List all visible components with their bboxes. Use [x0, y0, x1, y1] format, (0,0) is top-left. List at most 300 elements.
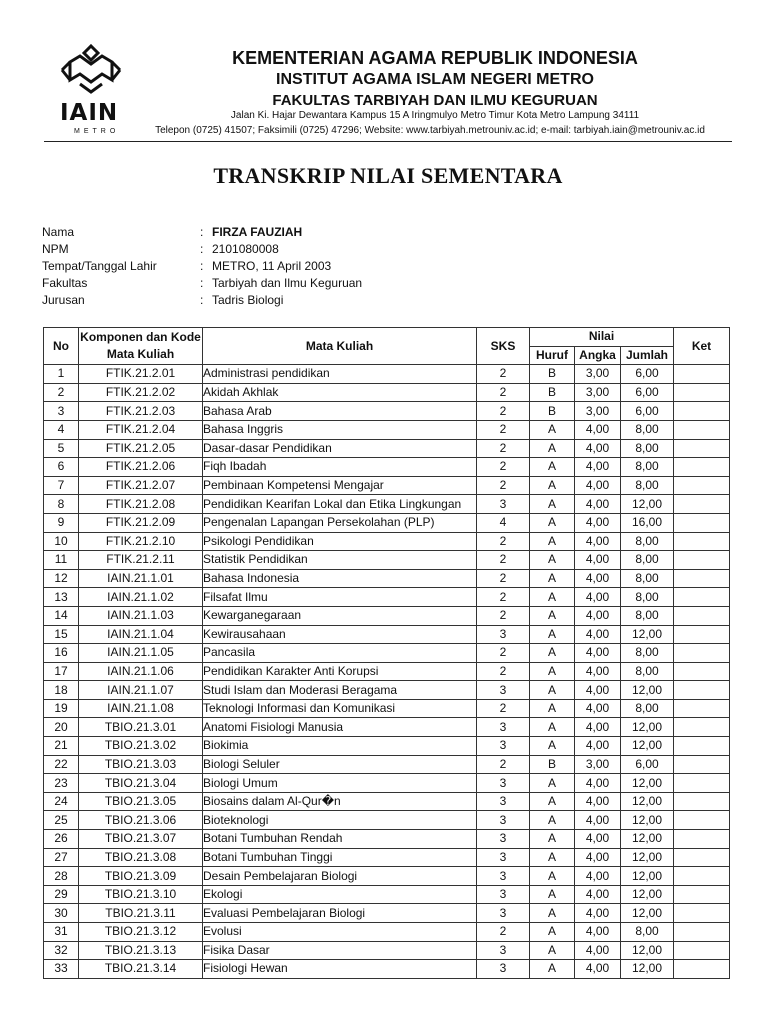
cell-angka: 4,00 — [575, 718, 621, 737]
cell-huruf: A — [530, 662, 575, 681]
institute-name: INSTITUT AGAMA ISLAM NEGERI METRO — [276, 71, 594, 88]
table-row — [44, 420, 730, 439]
cell-huruf: A — [530, 513, 575, 532]
cell-huruf: A — [530, 495, 575, 514]
cell-angka: 4,00 — [575, 923, 621, 942]
cell-jumlah: 8,00 — [621, 606, 674, 625]
cell-angka: 3,00 — [575, 365, 621, 384]
cell-angka: 4,00 — [575, 681, 621, 700]
cell-course-name: Statistik Pendidikan — [203, 551, 477, 570]
cell-no: 31 — [44, 923, 79, 942]
table-row — [44, 644, 730, 663]
cell-course-code: IAIN.21.1.05 — [79, 644, 203, 663]
header-course: Mata Kuliah — [203, 328, 477, 365]
cell-jumlah: 8,00 — [621, 476, 674, 495]
cell-angka: 4,00 — [575, 644, 621, 663]
cell-course-code: FTIK.21.2.04 — [79, 420, 203, 439]
cell-ket — [674, 439, 730, 458]
cell-course-name: Pendidikan Karakter Anti Korupsi — [203, 662, 477, 681]
cell-jumlah: 16,00 — [621, 513, 674, 532]
cell-no: 8 — [44, 495, 79, 514]
cell-ket — [674, 476, 730, 495]
cell-course-code: FTIK.21.2.08 — [79, 495, 203, 514]
cell-ket — [674, 495, 730, 514]
cell-ket — [674, 867, 730, 886]
header-no: No — [44, 328, 79, 365]
cell-angka: 4,00 — [575, 792, 621, 811]
cell-sks: 2 — [477, 458, 530, 477]
table-row — [44, 513, 730, 532]
cell-sks: 3 — [477, 848, 530, 867]
cell-jumlah: 8,00 — [621, 551, 674, 570]
cell-sks: 2 — [477, 606, 530, 625]
cell-no: 23 — [44, 774, 79, 793]
cell-huruf: A — [530, 699, 575, 718]
info-label: Nama — [42, 225, 75, 239]
logo-emblem-icon — [58, 44, 124, 100]
cell-huruf: A — [530, 867, 575, 886]
cell-course-name: Evolusi — [203, 923, 477, 942]
cell-huruf: B — [530, 402, 575, 421]
cell-course-code: IAIN.21.1.02 — [79, 588, 203, 607]
cell-sks: 2 — [477, 532, 530, 551]
cell-huruf: A — [530, 681, 575, 700]
info-row-faculty — [42, 275, 542, 292]
cell-angka: 4,00 — [575, 867, 621, 886]
cell-course-code: FTIK.21.2.05 — [79, 439, 203, 458]
cell-angka: 4,00 — [575, 774, 621, 793]
cell-no: 11 — [44, 551, 79, 570]
info-colon: : — [200, 276, 204, 290]
cell-sks: 2 — [477, 402, 530, 421]
cell-course-name: Akidah Akhlak — [203, 383, 477, 402]
cell-angka: 4,00 — [575, 569, 621, 588]
table-row — [44, 458, 730, 477]
cell-ket — [674, 681, 730, 700]
cell-course-name: Administrasi pendidikan — [203, 365, 477, 384]
cell-huruf: A — [530, 551, 575, 570]
cell-no: 25 — [44, 811, 79, 830]
cell-ket — [674, 458, 730, 477]
cell-angka: 4,00 — [575, 606, 621, 625]
cell-huruf: A — [530, 737, 575, 756]
cell-no: 14 — [44, 606, 79, 625]
info-label: Tempat/Tanggal Lahir — [42, 259, 157, 273]
cell-jumlah: 6,00 — [621, 383, 674, 402]
cell-jumlah: 12,00 — [621, 904, 674, 923]
cell-huruf: A — [530, 960, 575, 979]
cell-sks: 2 — [477, 699, 530, 718]
cell-no: 26 — [44, 830, 79, 849]
header-nilai: Nilai — [530, 328, 674, 347]
cell-angka: 4,00 — [575, 960, 621, 979]
cell-course-name: Evaluasi Pembelajaran Biologi — [203, 904, 477, 923]
cell-ket — [674, 644, 730, 663]
cell-course-code: IAIN.21.1.03 — [79, 606, 203, 625]
cell-ket — [674, 420, 730, 439]
cell-jumlah: 12,00 — [621, 718, 674, 737]
logo-subtext: METRO — [74, 128, 120, 135]
table-row — [44, 532, 730, 551]
cell-sks: 3 — [477, 718, 530, 737]
table-row — [44, 662, 730, 681]
cell-angka: 4,00 — [575, 699, 621, 718]
cell-jumlah: 8,00 — [621, 569, 674, 588]
cell-jumlah: 12,00 — [621, 774, 674, 793]
cell-angka: 4,00 — [575, 476, 621, 495]
cell-course-name: Botani Tumbuhan Rendah — [203, 830, 477, 849]
cell-jumlah: 8,00 — [621, 458, 674, 477]
cell-sks: 3 — [477, 625, 530, 644]
info-row-birth — [42, 258, 542, 275]
cell-jumlah: 12,00 — [621, 885, 674, 904]
header-huruf: Huruf — [530, 346, 575, 365]
cell-huruf: A — [530, 848, 575, 867]
cell-ket — [674, 941, 730, 960]
cell-angka: 4,00 — [575, 848, 621, 867]
cell-course-name: Pancasila — [203, 644, 477, 663]
table-row — [44, 718, 730, 737]
info-value: FIRZA FAUZIAH — [212, 225, 303, 239]
table-row — [44, 476, 730, 495]
cell-course-code: IAIN.21.1.01 — [79, 569, 203, 588]
cell-sks: 3 — [477, 774, 530, 793]
cell-angka: 4,00 — [575, 941, 621, 960]
table-row — [44, 439, 730, 458]
cell-jumlah: 12,00 — [621, 737, 674, 756]
cell-sks: 2 — [477, 383, 530, 402]
cell-angka: 4,00 — [575, 737, 621, 756]
logo-text: IAIN — [60, 100, 119, 126]
cell-course-name: Pembinaan Kompetensi Mengajar — [203, 476, 477, 495]
cell-angka: 4,00 — [575, 532, 621, 551]
cell-huruf: B — [530, 365, 575, 384]
info-colon: : — [200, 259, 204, 273]
cell-ket — [674, 662, 730, 681]
cell-ket — [674, 960, 730, 979]
info-label: Jurusan — [42, 293, 85, 307]
cell-ket — [674, 365, 730, 384]
table-row — [44, 737, 730, 756]
cell-course-code: IAIN.21.1.07 — [79, 681, 203, 700]
cell-sks: 3 — [477, 811, 530, 830]
header-jumlah: Jumlah — [621, 346, 674, 365]
cell-jumlah: 6,00 — [621, 402, 674, 421]
cell-huruf: A — [530, 774, 575, 793]
cell-no: 16 — [44, 644, 79, 663]
cell-jumlah: 12,00 — [621, 848, 674, 867]
cell-course-code: FTIK.21.2.06 — [79, 458, 203, 477]
cell-course-name: Kewirausahaan — [203, 625, 477, 644]
cell-sks: 3 — [477, 941, 530, 960]
cell-jumlah: 8,00 — [621, 420, 674, 439]
cell-course-name: Pengenalan Lapangan Persekolahan (PLP) — [203, 513, 477, 532]
cell-angka: 4,00 — [575, 458, 621, 477]
cell-sks: 2 — [477, 569, 530, 588]
cell-ket — [674, 402, 730, 421]
cell-huruf: A — [530, 569, 575, 588]
table-row — [44, 699, 730, 718]
info-row-department — [42, 292, 542, 309]
table-row — [44, 941, 730, 960]
cell-angka: 4,00 — [575, 513, 621, 532]
cell-course-code: TBIO.21.3.02 — [79, 737, 203, 756]
cell-sks: 3 — [477, 867, 530, 886]
info-colon: : — [200, 293, 204, 307]
cell-sks: 2 — [477, 439, 530, 458]
document-title: TRANSKRIP NILAI SEMENTARA — [213, 163, 563, 188]
cell-jumlah: 12,00 — [621, 495, 674, 514]
cell-sks: 2 — [477, 644, 530, 663]
cell-no: 30 — [44, 904, 79, 923]
cell-huruf: A — [530, 588, 575, 607]
cell-course-code: TBIO.21.3.10 — [79, 885, 203, 904]
cell-huruf: A — [530, 941, 575, 960]
cell-ket — [674, 848, 730, 867]
cell-huruf: A — [530, 532, 575, 551]
cell-jumlah: 8,00 — [621, 588, 674, 607]
cell-sks: 3 — [477, 960, 530, 979]
cell-course-name: Fisika Dasar — [203, 941, 477, 960]
cell-course-name: Bioteknologi — [203, 811, 477, 830]
cell-no: 2 — [44, 383, 79, 402]
header-code-line1: Komponen dan Kode — [80, 330, 201, 345]
table-row — [44, 681, 730, 700]
cell-sks: 2 — [477, 476, 530, 495]
cell-no: 3 — [44, 402, 79, 421]
table-row — [44, 569, 730, 588]
cell-course-code: FTIK.21.2.07 — [79, 476, 203, 495]
cell-huruf: A — [530, 420, 575, 439]
cell-jumlah: 8,00 — [621, 644, 674, 663]
cell-sks: 2 — [477, 662, 530, 681]
table-row — [44, 867, 730, 886]
cell-angka: 3,00 — [575, 402, 621, 421]
cell-no: 19 — [44, 699, 79, 718]
cell-angka: 4,00 — [575, 625, 621, 644]
cell-sks: 2 — [477, 420, 530, 439]
cell-course-name: Bahasa Arab — [203, 402, 477, 421]
cell-no: 15 — [44, 625, 79, 644]
ministry-name: KEMENTERIAN AGAMA REPUBLIK INDONESIA — [232, 48, 638, 68]
table-row — [44, 792, 730, 811]
table-row — [44, 402, 730, 421]
cell-no: 32 — [44, 941, 79, 960]
cell-jumlah: 6,00 — [621, 365, 674, 384]
cell-course-code: TBIO.21.3.08 — [79, 848, 203, 867]
cell-jumlah: 8,00 — [621, 662, 674, 681]
info-row-name — [42, 224, 542, 241]
cell-course-code: TBIO.21.3.13 — [79, 941, 203, 960]
cell-no: 7 — [44, 476, 79, 495]
info-value: 2101080008 — [212, 242, 279, 256]
cell-sks: 2 — [477, 551, 530, 570]
cell-angka: 4,00 — [575, 495, 621, 514]
grades-table — [43, 327, 730, 979]
cell-ket — [674, 625, 730, 644]
cell-angka: 4,00 — [575, 588, 621, 607]
cell-jumlah: 12,00 — [621, 960, 674, 979]
cell-angka: 4,00 — [575, 662, 621, 681]
cell-jumlah: 12,00 — [621, 830, 674, 849]
cell-sks: 2 — [477, 588, 530, 607]
cell-sks: 3 — [477, 885, 530, 904]
header-sks: SKS — [477, 328, 530, 365]
cell-huruf: B — [530, 383, 575, 402]
info-value: Tadris Biologi — [212, 293, 284, 307]
cell-sks: 3 — [477, 792, 530, 811]
cell-angka: 4,00 — [575, 885, 621, 904]
faculty-name: FAKULTAS TARBIYAH DAN ILMU KEGURUAN — [272, 92, 598, 109]
cell-no: 13 — [44, 588, 79, 607]
table-row — [44, 960, 730, 979]
cell-ket — [674, 737, 730, 756]
cell-course-name: Desain Pembelajaran Biologi — [203, 867, 477, 886]
institute-contact: Telepon (0725) 41507; Faksimili (0725) 47296; Website: www.tarbiyah.metrouniv.ac.id; e-mail: tarbiyah.iain@metrouniv.ac.id — [155, 125, 705, 136]
table-row — [44, 774, 730, 793]
header-code-line2: Mata Kuliah — [106, 347, 175, 362]
cell-sks: 3 — [477, 495, 530, 514]
table-row — [44, 811, 730, 830]
cell-course-code: FTIK.21.2.03 — [79, 402, 203, 421]
cell-ket — [674, 532, 730, 551]
cell-ket — [674, 383, 730, 402]
cell-course-code: TBIO.21.3.03 — [79, 755, 203, 774]
cell-course-code: IAIN.21.1.06 — [79, 662, 203, 681]
cell-course-code: FTIK.21.2.09 — [79, 513, 203, 532]
cell-course-code: TBIO.21.3.09 — [79, 867, 203, 886]
cell-course-name: Bahasa Indonesia — [203, 569, 477, 588]
table-row — [44, 904, 730, 923]
cell-angka: 4,00 — [575, 904, 621, 923]
student-info — [42, 224, 542, 309]
cell-huruf: A — [530, 606, 575, 625]
cell-no: 33 — [44, 960, 79, 979]
header-angka: Angka — [575, 346, 621, 365]
cell-no: 12 — [44, 569, 79, 588]
cell-course-code: TBIO.21.3.14 — [79, 960, 203, 979]
cell-huruf: A — [530, 885, 575, 904]
cell-ket — [674, 569, 730, 588]
cell-jumlah: 12,00 — [621, 792, 674, 811]
cell-ket — [674, 904, 730, 923]
cell-no: 10 — [44, 532, 79, 551]
cell-jumlah: 12,00 — [621, 867, 674, 886]
table-row — [44, 606, 730, 625]
cell-jumlah: 12,00 — [621, 941, 674, 960]
cell-no: 18 — [44, 681, 79, 700]
cell-huruf: A — [530, 830, 575, 849]
cell-course-code: FTIK.21.2.02 — [79, 383, 203, 402]
cell-huruf: A — [530, 792, 575, 811]
cell-ket — [674, 755, 730, 774]
cell-course-name: Biokimia — [203, 737, 477, 756]
cell-course-name: Bahasa Inggris — [203, 420, 477, 439]
table-row — [44, 923, 730, 942]
cell-no: 9 — [44, 513, 79, 532]
cell-ket — [674, 551, 730, 570]
letterhead-divider — [44, 141, 732, 142]
cell-huruf: A — [530, 811, 575, 830]
cell-sks: 3 — [477, 681, 530, 700]
cell-huruf: A — [530, 644, 575, 663]
table-row — [44, 588, 730, 607]
grades-table-body — [44, 365, 730, 979]
header-course-code — [79, 328, 203, 365]
cell-sks: 2 — [477, 923, 530, 942]
cell-ket — [674, 830, 730, 849]
cell-jumlah: 12,00 — [621, 681, 674, 700]
cell-sks: 3 — [477, 830, 530, 849]
info-row-npm — [42, 241, 542, 258]
cell-course-name: Teknologi Informasi dan Komunikasi — [203, 699, 477, 718]
table-row — [44, 551, 730, 570]
cell-ket — [674, 792, 730, 811]
cell-ket — [674, 811, 730, 830]
cell-huruf: B — [530, 755, 575, 774]
letterhead — [0, 0, 768, 150]
table-row — [44, 885, 730, 904]
cell-no: 5 — [44, 439, 79, 458]
cell-ket — [674, 885, 730, 904]
cell-course-code: TBIO.21.3.11 — [79, 904, 203, 923]
info-label: Fakultas — [42, 276, 88, 290]
cell-jumlah: 12,00 — [621, 811, 674, 830]
cell-sks: 3 — [477, 904, 530, 923]
cell-jumlah: 8,00 — [621, 439, 674, 458]
info-value: METRO, 11 April 2003 — [212, 259, 332, 273]
info-colon: : — [200, 242, 204, 256]
cell-no: 1 — [44, 365, 79, 384]
cell-no: 22 — [44, 755, 79, 774]
cell-course-code: TBIO.21.3.07 — [79, 830, 203, 849]
cell-ket — [674, 718, 730, 737]
cell-course-name: Botani Tumbuhan Tinggi — [203, 848, 477, 867]
cell-no: 4 — [44, 420, 79, 439]
cell-ket — [674, 923, 730, 942]
table-row — [44, 383, 730, 402]
table-row — [44, 365, 730, 384]
cell-angka: 3,00 — [575, 755, 621, 774]
cell-jumlah: 12,00 — [621, 625, 674, 644]
cell-ket — [674, 513, 730, 532]
cell-course-name: Biologi Seluler — [203, 755, 477, 774]
cell-no: 21 — [44, 737, 79, 756]
table-row — [44, 495, 730, 514]
cell-jumlah: 8,00 — [621, 699, 674, 718]
table-row — [44, 848, 730, 867]
cell-angka: 4,00 — [575, 420, 621, 439]
cell-course-name: Kewarganegaraan — [203, 606, 477, 625]
cell-sks: 3 — [477, 737, 530, 756]
cell-course-code: TBIO.21.3.05 — [79, 792, 203, 811]
cell-no: 20 — [44, 718, 79, 737]
cell-course-name: Studi Islam dan Moderasi Beragama — [203, 681, 477, 700]
cell-course-name: Psikologi Pendidikan — [203, 532, 477, 551]
cell-course-code: TBIO.21.3.04 — [79, 774, 203, 793]
cell-ket — [674, 699, 730, 718]
header-ket: Ket — [674, 328, 730, 365]
cell-course-code: FTIK.21.2.11 — [79, 551, 203, 570]
cell-no: 17 — [44, 662, 79, 681]
cell-sks: 2 — [477, 365, 530, 384]
table-row — [44, 625, 730, 644]
cell-ket — [674, 606, 730, 625]
cell-course-name: Biosains dalam Al-Qur�n — [203, 792, 477, 811]
info-label: NPM — [42, 242, 69, 256]
cell-course-name: Pendidikan Kearifan Lokal dan Etika Lingkungan — [203, 495, 477, 514]
cell-course-name: Fiqh Ibadah — [203, 458, 477, 477]
